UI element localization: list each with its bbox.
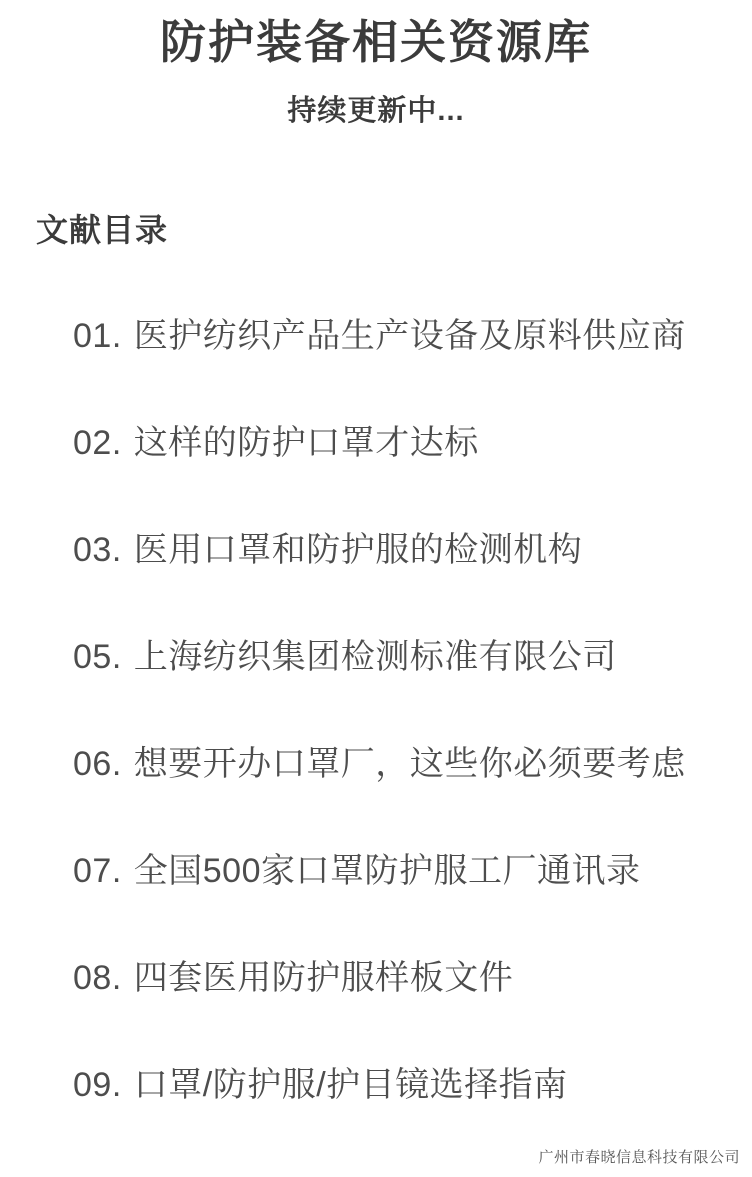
document-page [0, 14, 752, 1177]
item-number: 09. [73, 1066, 122, 1104]
item-number: 07. [73, 852, 122, 890]
item-number: 08. [73, 959, 122, 997]
item-title: 医用口罩和防护服的检测机构 [133, 531, 583, 569]
page-title: 防护装备相关资源库 [160, 16, 592, 68]
page-subtitle: 持续更新中... [287, 95, 465, 127]
item-number: 02. [73, 424, 122, 462]
item-title: 这样的防护口罩才达标 [133, 424, 479, 462]
list-item [73, 528, 732, 572]
list-item [73, 742, 732, 786]
item-number: 03. [73, 531, 122, 569]
list-item [73, 849, 732, 893]
item-title: 想要开办口罩厂，这些你必须要考虑 [133, 745, 686, 783]
list-item [73, 314, 732, 358]
company-watermark: 广州市春晓信息科技有限公司 [538, 1149, 740, 1166]
item-title: 医护纺织产品生产设备及原料供应商 [133, 317, 686, 355]
item-number: 05. [73, 638, 122, 676]
item-number: 01. [73, 317, 122, 355]
list-item [73, 1063, 732, 1107]
catalog-list [0, 314, 752, 1107]
list-item [73, 635, 732, 679]
item-title: 全国500家口罩防护服工厂通讯录 [133, 852, 641, 890]
item-title: 口罩/防护服/护目镜选择指南 [133, 1066, 568, 1104]
list-item [73, 956, 732, 1000]
item-number: 06. [73, 745, 122, 783]
item-title: 上海纺织集团检测标准有限公司 [133, 638, 617, 676]
section-heading-catalog: 文献目录 [36, 212, 169, 248]
item-title: 四套医用防护服样板文件 [133, 959, 514, 997]
list-item [73, 421, 732, 465]
